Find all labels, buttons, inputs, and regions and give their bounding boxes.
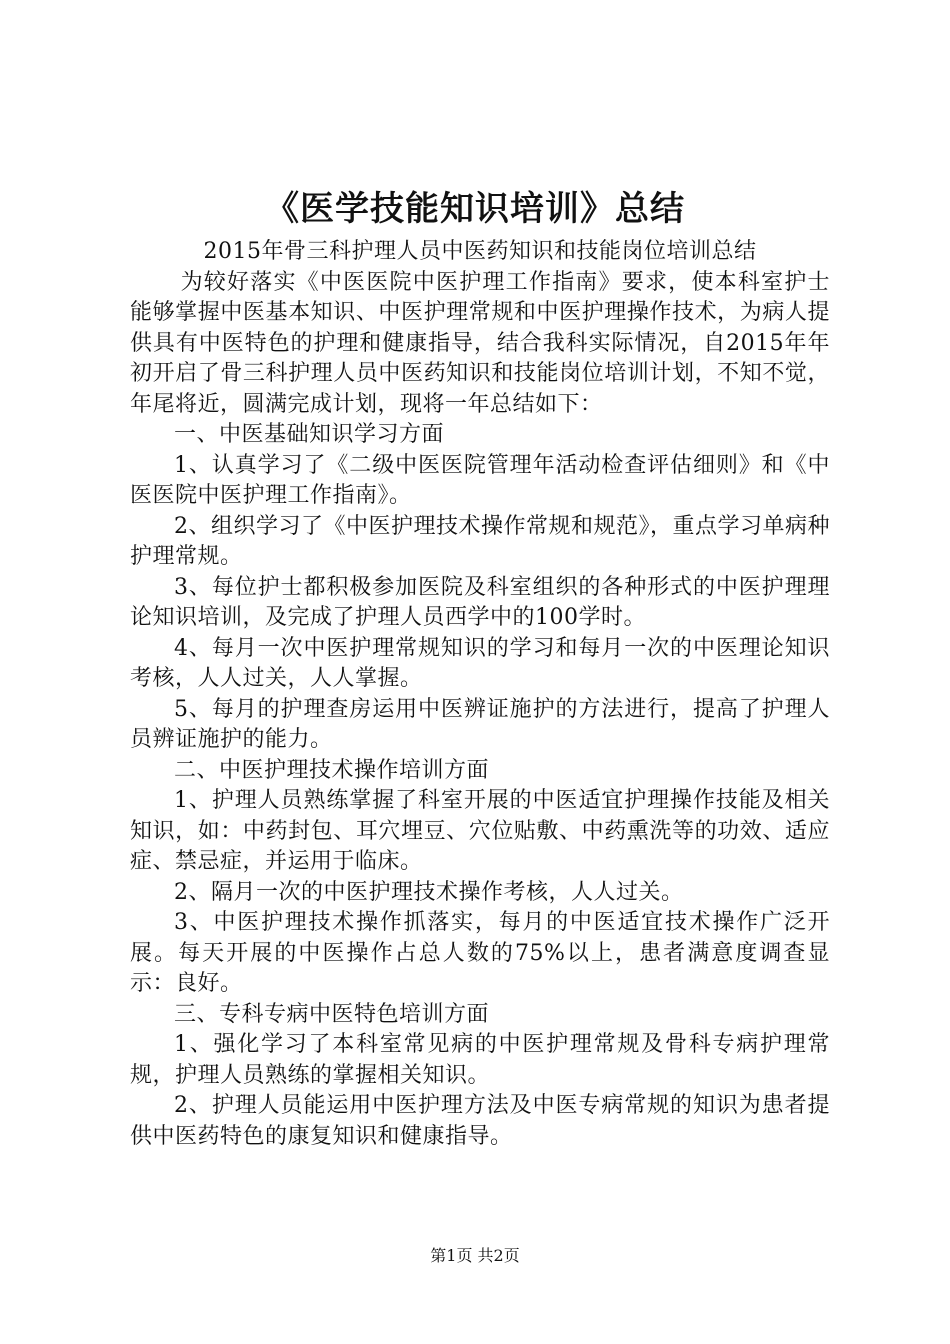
intro-paragraph: 为较好落实《中医医院中医护理工作指南》要求，使本科室护士能够掌握中医基本知识、中医护理常规和中医护理操作技术，为病人提供具有中医特色的护理和健康指导，结合我科实际情况，自2015年年初开启了骨三科护理人员中医药知识和技能岗位培训计划，不知不觉，年尾将近，圆满完成计划，现将一年总结如下：	[130, 269, 830, 417]
section-heading-2: 二、中医护理技术操作培训方面	[174, 757, 490, 783]
paragraph: 2、护理人员能运用中医护理方法及中医专病常规的知识为患者提供中医药特色的康复知识和健康指导。	[130, 1093, 830, 1149]
section-heading-1: 一、中医基础知识学习方面	[174, 422, 445, 447]
paragraph: 1、护理人员熟练掌握了科室开展的中医适宜护理操作技能及相关知识，如：中药封包、耳穴埋豆、穴位贴敷、中药熏洗等的功效、适应症、禁忌症，并运用于临床。	[130, 788, 830, 874]
paragraph: 3、每位护士都积极参加医院及科室组织的各种形式的中医护理理论知识培训，及完成了护理人员西学中的100学时。	[130, 574, 830, 630]
paragraph: 1、认真学习了《二级中医医院管理年活动检查评估细则》和《中医医院中医护理工作指南》。	[130, 452, 830, 508]
section-heading-3: 三、专科专病中医特色培训方面	[174, 1001, 490, 1027]
paragraph: 5、每月的护理查房运用中医辨证施护的方法进行，提高了护理人员辨证施护的能力。	[130, 696, 830, 752]
page-number-footer: 第1页 共2页	[430, 1246, 520, 1265]
paragraph: 2、组织学习了《中医护理技术操作常规和规范》，重点学习单病种护理常规。	[130, 513, 830, 569]
subtitle: 2015年骨三科护理人员中医药知识和技能岗位培训总结	[203, 239, 757, 264]
paragraph: 1、强化学习了本科室常见病的中医护理常规及骨科专病护理常规，护理人员熟练的掌握相关知识。	[130, 1032, 830, 1088]
paragraph: 2、隔月一次的中医护理技术操作考核，人人过关。	[174, 879, 684, 905]
page-title: 《医学技能知识培训》总结	[265, 189, 685, 229]
document-body	[130, 237, 830, 1152]
paragraph: 3、中医护理技术操作抓落实，每月的中医适宜技术操作广泛开展。每天开展的中医操作占总人数的75%以上，患者满意度调查显示：良好。	[130, 910, 830, 996]
paragraph: 4、每月一次中医护理常规知识的学习和每月一次的中医理论知识考核，人人过关，人人掌握。	[130, 635, 830, 691]
